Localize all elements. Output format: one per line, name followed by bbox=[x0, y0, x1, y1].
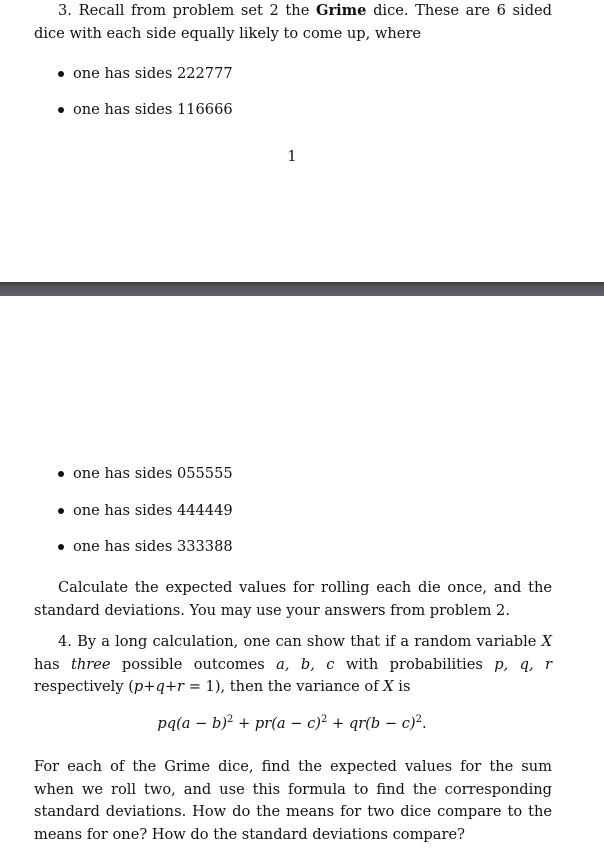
calc-paragraph: Calculate the expected values for rolling each die once, and the standard deviations. You may use your answers from problem 2. bbox=[34, 579, 552, 619]
bullet-dot-icon bbox=[58, 544, 64, 550]
problem-4-text-c: possible outcomes bbox=[121, 655, 265, 673]
list-item bbox=[58, 100, 233, 120]
document-page-1 bbox=[0, 0, 604, 282]
probabilities-pqr: p, q, r bbox=[494, 655, 552, 673]
problem-4-paragraph bbox=[34, 631, 552, 699]
formula-exponent: 2 bbox=[320, 714, 328, 725]
list-item-text: one has sides 055555 bbox=[73, 465, 233, 482]
bullet-dot-icon bbox=[58, 508, 64, 514]
problem-4-number: 4. bbox=[58, 633, 72, 650]
page-separator bbox=[0, 282, 604, 296]
problem-4-text-e: respectively ( bbox=[34, 678, 134, 695]
outcomes-abc: a, b, c bbox=[276, 655, 335, 673]
list-item-text: one has sides 116666 bbox=[73, 101, 233, 118]
bullet-dot-icon bbox=[58, 471, 64, 477]
final-paragraph: For each of the Grime dice, find the expected values for the sum when we roll two, and use this formula to find the corresponding standard deviations. How do the means for two dice compare to the means for one? How do the standard deviations compare? bbox=[34, 758, 552, 843]
formula-exponent: 2 bbox=[227, 714, 234, 725]
variable-x: X bbox=[383, 678, 394, 695]
problem-3-number: 3. bbox=[58, 2, 72, 19]
sum-expression: p+q+r bbox=[133, 678, 185, 695]
formula-period: . bbox=[421, 715, 427, 732]
bullet-dot-icon bbox=[58, 107, 64, 113]
problem-4-text-a: By a long calculation, one can show that if a random variable bbox=[77, 633, 537, 650]
list-item bbox=[58, 464, 233, 484]
problem-3-paragraph bbox=[34, 0, 552, 45]
three-emphasis: three bbox=[71, 655, 111, 673]
variance-formula bbox=[0, 715, 584, 732]
problem-3-text-a: Recall from problem set 2 the bbox=[78, 2, 310, 19]
list-item bbox=[58, 537, 233, 557]
problem-4-text-f: = 1), then the variance of bbox=[188, 678, 379, 695]
problem-4-text-g: is bbox=[398, 678, 411, 695]
list-item bbox=[58, 64, 233, 84]
grime-bold: Grime bbox=[315, 2, 367, 19]
list-item-text: one has sides 222777 bbox=[73, 65, 233, 82]
formula-term-1: pq(a − b) bbox=[157, 715, 228, 732]
list-item-text: one has sides 333388 bbox=[73, 538, 233, 555]
list-item-text: one has sides 444449 bbox=[73, 502, 233, 519]
bullet-dot-icon bbox=[58, 71, 64, 77]
problem-3-text-b: dice. These are 6 sided dice with each side equally likely to come up, where bbox=[34, 2, 553, 42]
problem-4-text-b: has bbox=[34, 655, 60, 673]
variable-x: X bbox=[541, 633, 553, 650]
formula-term-2: + pr(a − c) bbox=[233, 715, 321, 732]
page-number: 1 bbox=[287, 148, 297, 165]
formula-term-3: + qr(b − c) bbox=[327, 715, 416, 732]
document-page-2 bbox=[0, 296, 604, 851]
problem-4-text-d: with probabilities bbox=[345, 655, 483, 673]
formula-exponent: 2 bbox=[415, 714, 422, 725]
list-item bbox=[58, 501, 233, 521]
